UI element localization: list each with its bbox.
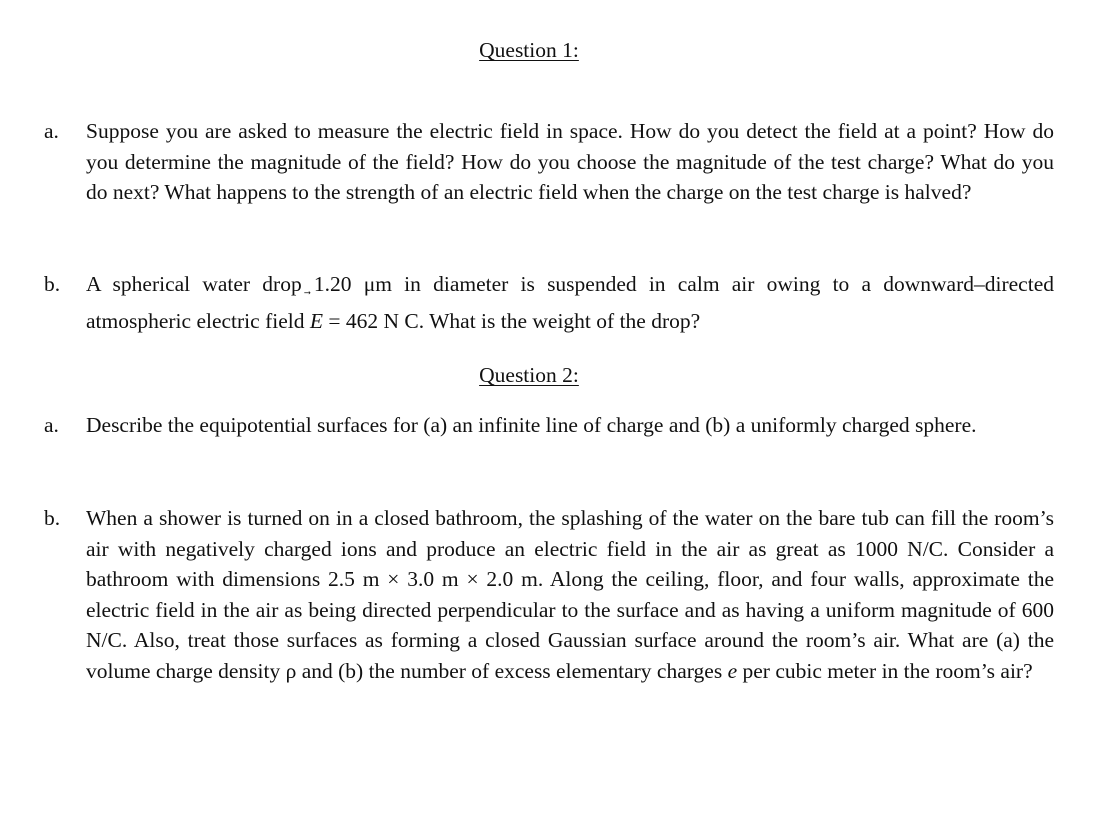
question-2-part-b (44, 503, 1054, 686)
question-1-part-a (44, 116, 1054, 208)
list-marker: b. (44, 506, 61, 530)
list-marker: b. (44, 272, 61, 296)
question-1-part-b-text (86, 266, 1054, 340)
list-marker: a. (44, 119, 59, 143)
question-1-part-b-text-start: A spherical water drop 1.20 μm in diameter is suspended in calm air owing to a downward–directed atmospheric electric field (86, 272, 1054, 333)
question-2-part-b-text-start: When a shower is turned on in a closed bathroom, the splashing of the water on the bare tub can fill the room’s air with negatively charged ions and produce an electric field in the air as great as 1000 N/C. Consider a bathroom with dimensions 2.5 m × 3.0 m × 2.0 m. Along the ceiling, floor, and four walls, approximate the electric field in the air as being directed perpendicular to the surface and as having a uniform magnitude of 600 N/C. Also, treat those surfaces as forming a closed Gaussian surface around the room’s air. What are (a) the volume charge density ρ and (b) the number of excess elementary charges (86, 506, 1054, 683)
vector-symbol: E (309, 309, 323, 333)
question-2-part-a-text: Describe the equipotential surfaces for (a) an infinite line of charge and (b) a uniformly charged sphere. (86, 413, 977, 437)
question-1-part-a-text: Suppose you are asked to measure the electric field in space. How do you detect the field at a point? How do you determine the magnitude of the field? How do you choose the magnitude of the test charge? What do you do next? What happens to the strength of an electric field when the charge on the test charge is halved? (86, 119, 1054, 204)
electric-field-vector (310, 303, 323, 340)
question-2-heading: Question 2: (479, 363, 579, 387)
question-2-part-b-text-end: per cubic meter in the room’s air? (737, 658, 1033, 683)
question-2-part-a (44, 410, 1054, 441)
elementary-charge-symbol: e (727, 658, 738, 683)
question-1-heading: Question 1: (479, 38, 579, 62)
list-marker: a. (44, 413, 59, 437)
question-2-part-b-text (86, 503, 1054, 686)
question-1-part-b-text-end: = 462 N C. What is the weight of the drop? (323, 309, 701, 333)
question-1-part-b (44, 266, 1054, 340)
